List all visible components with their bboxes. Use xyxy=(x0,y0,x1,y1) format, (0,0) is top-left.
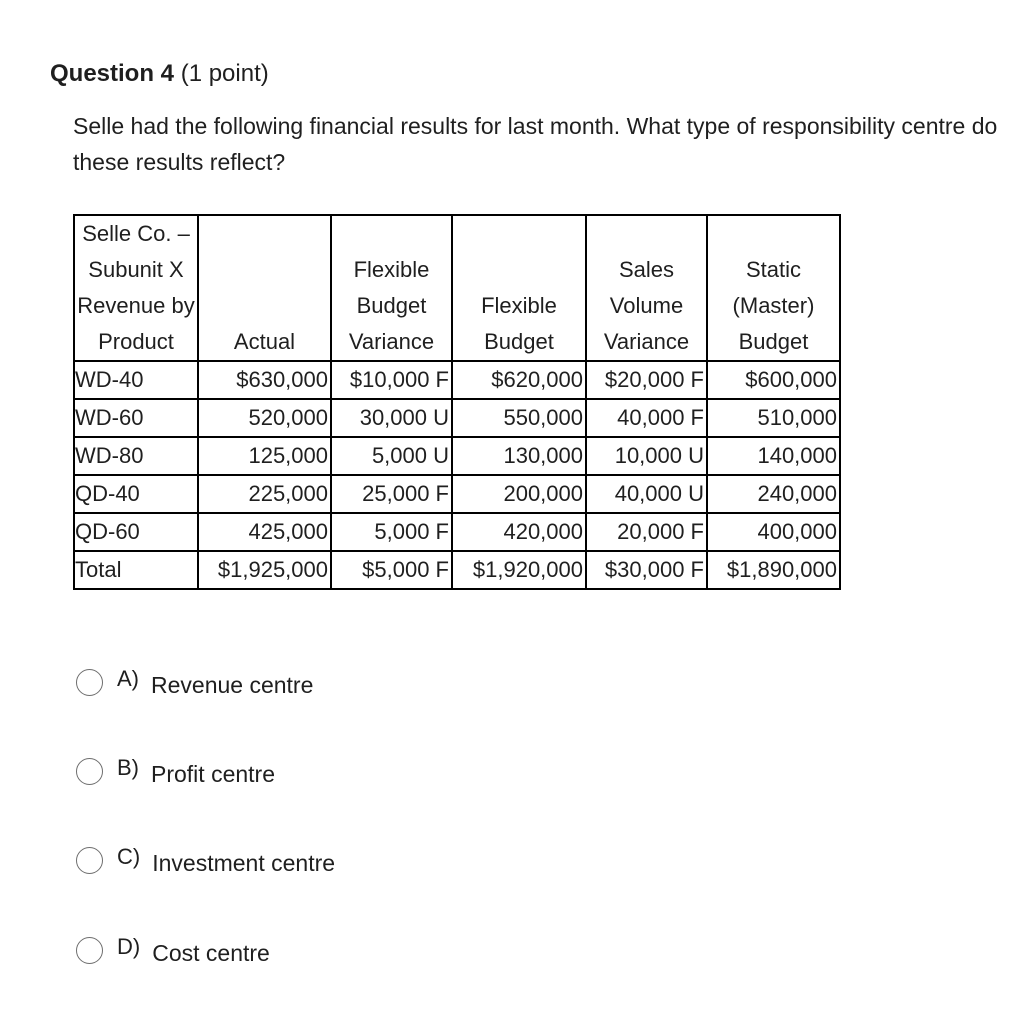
table-row xyxy=(74,361,840,399)
row-label: QD-60 xyxy=(74,513,198,551)
cell-flexible-budget: 200,000 xyxy=(452,475,586,513)
cell-flexible-budget: 550,000 xyxy=(452,399,586,437)
radio-button-c[interactable] xyxy=(76,847,103,874)
cell-flexible-budget-variance: $10,000 F xyxy=(331,361,452,399)
choice-letter: B) xyxy=(117,755,139,780)
row-label: Total xyxy=(74,551,198,589)
cell-actual: 125,000 xyxy=(198,437,331,475)
table-row-total xyxy=(74,551,840,589)
header-cell: Flexible Budget Variance xyxy=(331,215,452,361)
cell-flexible-budget-variance: 30,000 U xyxy=(331,399,452,437)
cell-static-budget: 400,000 xyxy=(707,513,840,551)
choice-letter: C) xyxy=(117,844,141,869)
row-label: WD-40 xyxy=(74,361,198,399)
choice-text[interactable]: Cost centre xyxy=(152,939,270,966)
question-text: Selle had the following financial results for last month. What type of responsibility centre do these results reflect? xyxy=(73,113,998,175)
row-label: WD-60 xyxy=(74,399,198,437)
cell-sales-volume-variance: 40,000 U xyxy=(586,475,707,513)
cell-actual: $630,000 xyxy=(198,361,331,399)
question-header xyxy=(50,58,269,90)
table-header-row xyxy=(74,215,840,361)
cell-static-budget: 510,000 xyxy=(707,399,840,437)
header-cell: Selle Co. – Subunit X Revenue by Product xyxy=(74,215,198,361)
cell-actual: $1,925,000 xyxy=(198,551,331,589)
results-table xyxy=(73,214,841,590)
choice-c[interactable] xyxy=(76,842,335,878)
cell-flexible-budget: $1,920,000 xyxy=(452,551,586,589)
radio-button-b[interactable] xyxy=(76,758,103,785)
choice-text[interactable]: Profit centre xyxy=(151,760,275,787)
cell-static-budget: 240,000 xyxy=(707,475,840,513)
cell-flexible-budget-variance: 25,000 F xyxy=(331,475,452,513)
cell-flexible-budget-variance: 5,000 U xyxy=(331,437,452,475)
table-row xyxy=(74,399,840,437)
cell-static-budget: $1,890,000 xyxy=(707,551,840,589)
row-label: QD-40 xyxy=(74,475,198,513)
table-row xyxy=(74,475,840,513)
cell-flexible-budget-variance: $5,000 F xyxy=(331,551,452,589)
table-row xyxy=(74,513,840,551)
cell-sales-volume-variance: $30,000 F xyxy=(586,551,707,589)
header-cell: Static (Master) Budget xyxy=(707,215,840,361)
header-cell: Flexible Budget xyxy=(452,215,586,361)
cell-sales-volume-variance: $20,000 F xyxy=(586,361,707,399)
cell-actual: 425,000 xyxy=(198,513,331,551)
choice-text[interactable]: Investment centre xyxy=(152,849,336,876)
cell-actual: 225,000 xyxy=(198,475,331,513)
cell-sales-volume-variance: 10,000 U xyxy=(586,437,707,475)
question-points: (1 point) xyxy=(180,60,269,87)
cell-actual: 520,000 xyxy=(198,399,331,437)
cell-flexible-budget-variance: 5,000 F xyxy=(331,513,452,551)
choice-d[interactable] xyxy=(76,932,270,968)
choice-letter: D) xyxy=(117,934,141,959)
cell-flexible-budget: 420,000 xyxy=(452,513,586,551)
radio-button-a[interactable] xyxy=(76,669,103,696)
cell-static-budget: $600,000 xyxy=(707,361,840,399)
choice-letter: A) xyxy=(117,666,139,691)
choice-text[interactable]: Revenue centre xyxy=(151,671,314,698)
table-row xyxy=(74,437,840,475)
cell-flexible-budget: $620,000 xyxy=(452,361,586,399)
row-label: WD-80 xyxy=(74,437,198,475)
question-title: Question 4 xyxy=(50,60,175,87)
radio-button-d[interactable] xyxy=(76,937,103,964)
header-cell: Actual xyxy=(198,215,331,361)
header-cell: Sales Volume Variance xyxy=(586,215,707,361)
cell-static-budget: 140,000 xyxy=(707,437,840,475)
cell-sales-volume-variance: 40,000 F xyxy=(586,399,707,437)
cell-sales-volume-variance: 20,000 F xyxy=(586,513,707,551)
choice-b[interactable] xyxy=(76,753,275,789)
choice-a[interactable] xyxy=(76,664,313,700)
cell-flexible-budget: 130,000 xyxy=(452,437,586,475)
